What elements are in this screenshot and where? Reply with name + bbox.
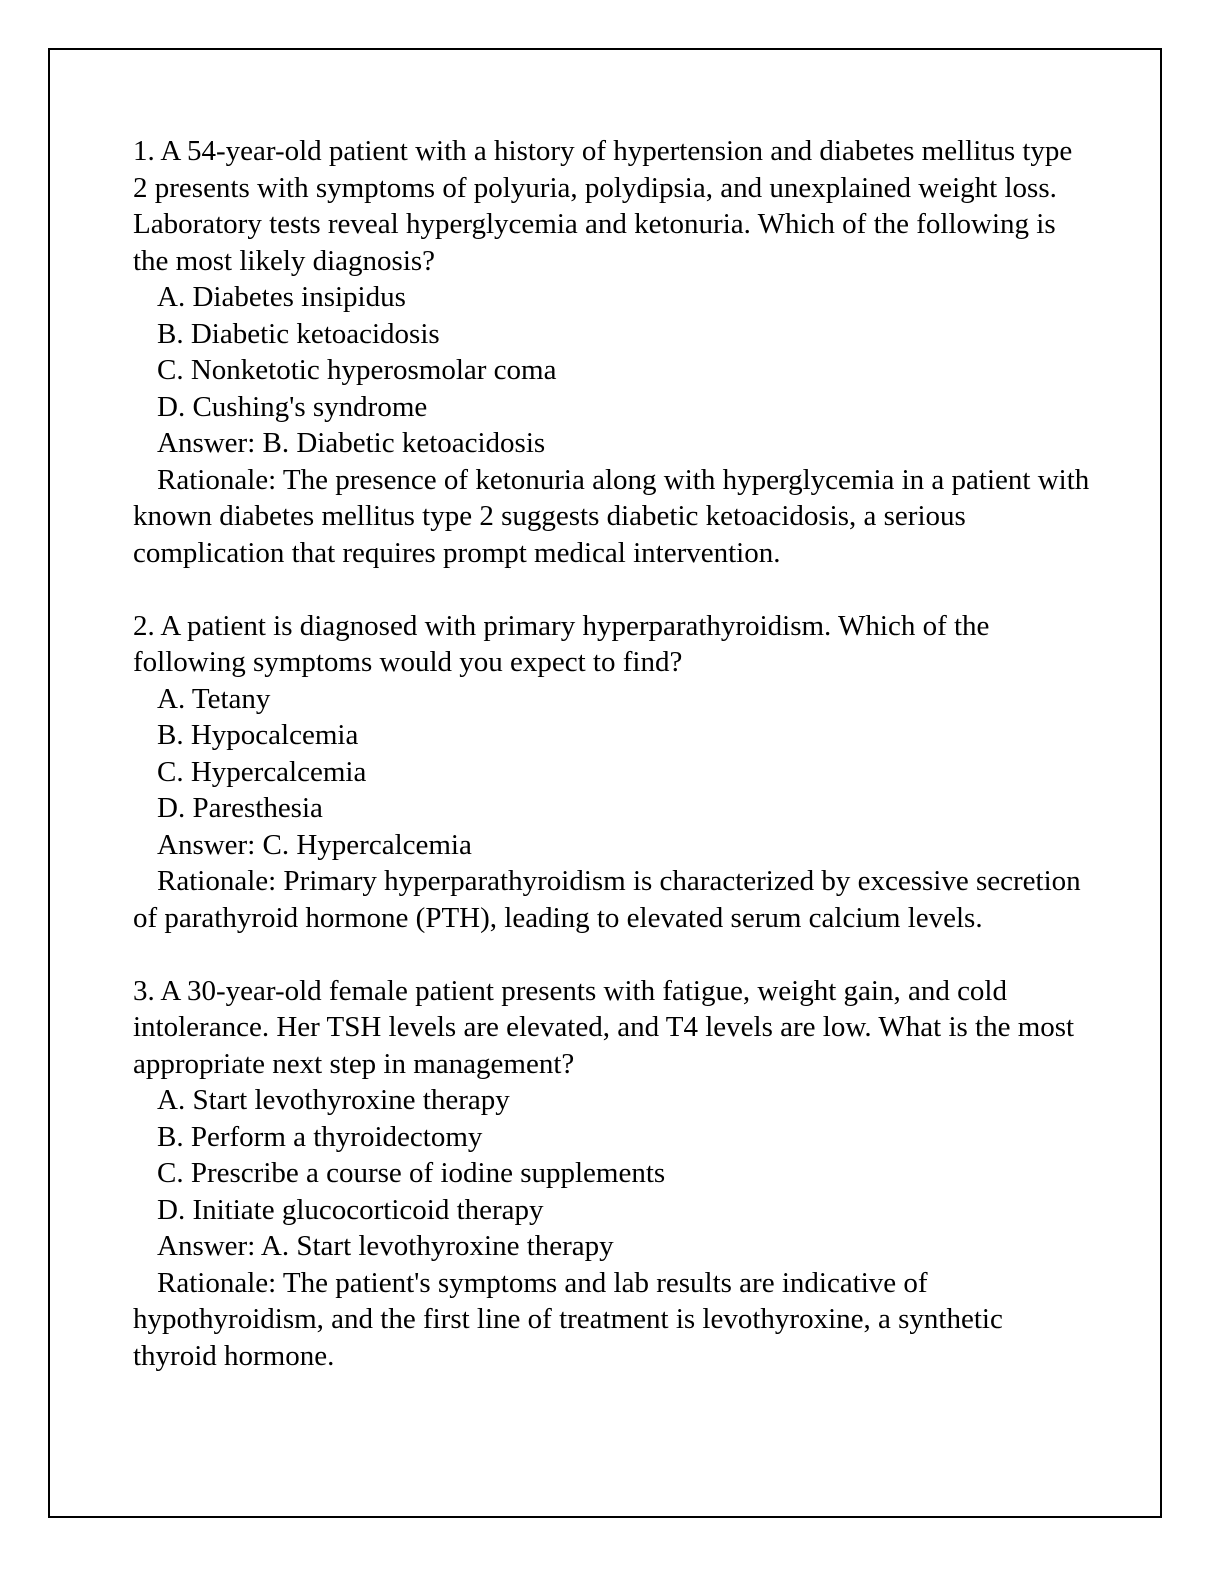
option-a: A. Diabetes insipidus <box>157 281 406 313</box>
question-3 <box>133 973 1093 1375</box>
rationale: Rationale: Primary hyperparathyroidism is characterized by excessive secretion of parathyroid hormone (PTH), leading to elevated serum calcium levels. <box>133 865 1088 934</box>
option-d: D. Cushing's syndrome <box>157 390 428 423</box>
option-c: C. Prescribe a course of iodine supplements <box>157 1157 666 1189</box>
option-a: A. Tetany <box>157 682 271 715</box>
option-c: C. Nonketotic hyperosmolar coma <box>157 354 557 386</box>
answer: Answer: B. Diabetic ketoacidosis <box>157 427 546 459</box>
option-d: D. Paresthesia <box>157 792 323 824</box>
option-b: B. Diabetic ketoacidosis <box>157 317 440 350</box>
rationale: Rationale: The patient's symptoms and lab results are indicative of hypothyroidism, and the first line of treatment is levothyroxine, a synthetic thyroid hormone. <box>133 1266 1011 1372</box>
option-b: B. Hypocalcemia <box>157 719 359 751</box>
option-d: D. Initiate glucocorticoid therapy <box>157 1193 544 1226</box>
question-2 <box>133 608 1093 937</box>
option-a: A. Start levothyroxine therapy <box>157 1084 510 1116</box>
answer: Answer: C. Hypercalcemia <box>157 828 472 861</box>
rationale: Rationale: The presence of ketonuria along with hyperglycemia in a patient with known diabetes mellitus type 2 suggests diabetic ketoacidosis, a serious complication that requires prompt medical intervention. <box>133 463 1097 569</box>
question-stem: 1. A 54-year-old patient with a history of hypertension and diabetes mellitus type 2 presents with symptoms of polyuria, polydipsia, and unexplained weight loss. Laboratory tests reveal hyperglycemia and ketonuria. Which of the following is the most likely diagnosis? <box>133 135 1080 277</box>
option-c: C. Hypercalcemia <box>157 755 367 788</box>
question-stem: 2. A patient is diagnosed with primary hyperparathyroidism. Which of the following symptoms would you expect to find? <box>133 609 997 678</box>
answer: Answer: A. Start levothyroxine therapy <box>157 1230 614 1262</box>
question-stem: 3. A 30-year-old female patient presents with fatigue, weight gain, and cold intolerance. Her TSH levels are elevated, and T4 levels are low. What is the most appropriate next step in management? <box>133 974 1082 1080</box>
question-1 <box>133 133 1097 571</box>
option-b: B. Perform a thyroidectomy <box>157 1120 483 1153</box>
document-body <box>133 133 1097 1411</box>
